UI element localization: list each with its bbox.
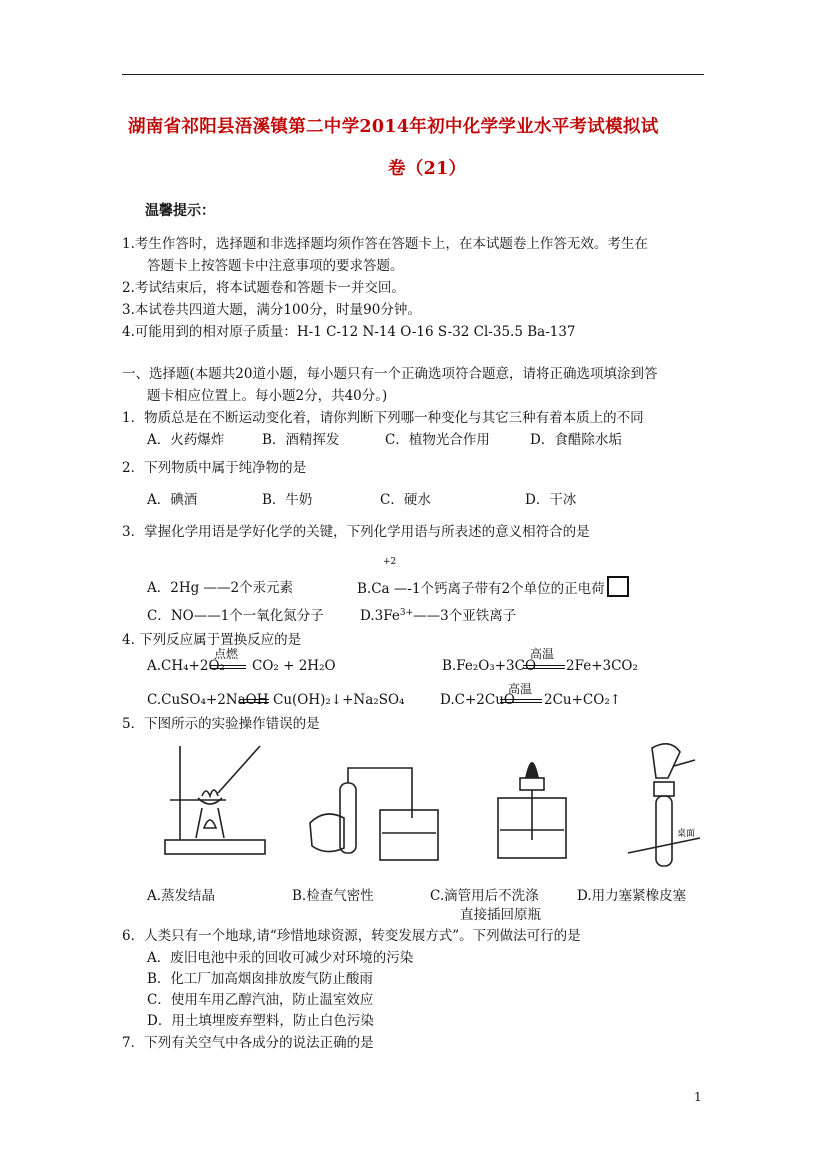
q2-option-b: B．牛奶 bbox=[262, 492, 313, 508]
tip-item-1-cont: 答题卡上按答题卡中注意事项的要求答题。 bbox=[147, 258, 404, 274]
q4-c-right: Cu(OH)₂↓+Na₂SO₄ bbox=[273, 692, 405, 708]
evaporation-apparatus bbox=[165, 746, 265, 854]
q3-option-d-post: ——3个亚铁离子 bbox=[413, 608, 517, 624]
q1-option-c: C．植物光合作用 bbox=[385, 432, 490, 448]
header-rule bbox=[122, 74, 704, 75]
q5-stem: 5．下图所示的实验操作错误的是 bbox=[122, 716, 320, 732]
q4-a-left: A.CH₄+2O₂ bbox=[147, 658, 225, 674]
airtightness-apparatus bbox=[310, 768, 438, 860]
tip-item-3: 3.本试卷共四道大题，满分100分，时量90分钟。 bbox=[122, 302, 421, 318]
section1-heading: 一、选择题(本题共20道小题，每小题只有一个正确选项符合题意，请将正确选项填涂到答 bbox=[122, 366, 658, 382]
exam-title-line2: 卷（21） bbox=[388, 159, 467, 179]
q4-d-equals bbox=[500, 699, 542, 703]
q3-option-b bbox=[357, 576, 629, 597]
q4-stem: 4. 下列反应属于置换反应的是 bbox=[122, 632, 302, 648]
table-label: 桌面 bbox=[677, 829, 696, 839]
q6-option-b: B．化工厂加高烟囱排放废气防止酸雨 bbox=[147, 971, 373, 987]
q4-b-right: 2Fe+3CO₂ bbox=[566, 658, 638, 674]
q3-option-d-pre: D.3Fe bbox=[360, 608, 400, 624]
q5-option-d: D.用力塞紧橡皮塞 bbox=[577, 888, 687, 904]
q1-option-a: A．火药爆炸 bbox=[147, 432, 225, 448]
q3-charge-mark: +2 bbox=[383, 557, 397, 567]
q1-option-b: B．酒精挥发 bbox=[262, 432, 340, 448]
q1-option-d: D．食醋除水垢 bbox=[530, 432, 622, 448]
q4-d-right: 2Cu+CO₂↑ bbox=[544, 692, 622, 708]
q3-option-d-sup: 3+ bbox=[399, 608, 414, 618]
q5-option-a: A.蒸发结晶 bbox=[147, 888, 216, 904]
q4-d-condition: 高温 bbox=[508, 682, 533, 696]
q6-option-c: C．使用车用乙醇汽油，防止温室效应 bbox=[147, 992, 374, 1008]
tip-item-1: 1.考生作答时，选择题和非选择题均须作答在答题卡上，在本试题卷上作答无效。考生在 bbox=[122, 236, 648, 252]
q4-b-equals bbox=[523, 665, 565, 669]
q3-option-d bbox=[360, 604, 516, 624]
tip-item-2: 2.考试结束后，将本试题卷和答题卡一并交回。 bbox=[122, 280, 405, 296]
q4-a-condition: 点燃 bbox=[214, 647, 239, 661]
section1-heading-cont: 题卡相应位置上。每小题2分，共40分。) bbox=[147, 388, 388, 404]
exam-title-line1: 湖南省祁阳县浯溪镇第二中学2014年初中化学学业水平考试模拟试 bbox=[128, 117, 659, 137]
tips-heading: 温馨提示： bbox=[145, 203, 215, 219]
q3-stem: 3．掌握化学用语是学好化学的关键，下列化学用语与所表述的意义相符合的是 bbox=[122, 524, 590, 540]
q4-b-left: B.Fe₂O₃+3CO bbox=[442, 658, 537, 674]
q2-option-c: C．硬水 bbox=[380, 492, 431, 508]
dropper-bottle-apparatus bbox=[498, 762, 566, 858]
q5-option-c-line2: 直接插回原瓶 bbox=[460, 907, 541, 923]
q4-a-right: CO₂ + 2H₂O bbox=[252, 658, 336, 674]
q2-option-d: D．干冰 bbox=[525, 492, 577, 508]
q4-d-left: D.C+2CuO bbox=[440, 692, 515, 708]
q5-apparatus-figure bbox=[140, 738, 710, 878]
q3-option-c: C．NO——1个一氧化氮分子 bbox=[147, 608, 324, 624]
q6-option-d: D．用土填埋废弃塑料，防止白色污染 bbox=[147, 1013, 374, 1029]
q4-c-equals bbox=[239, 699, 269, 703]
q4-b-condition: 高温 bbox=[530, 647, 555, 661]
answer-box bbox=[607, 576, 629, 597]
q6-option-a: A．废旧电池中汞的回收可减少对环境的污染 bbox=[147, 950, 414, 966]
q6-stem: 6．人类只有一个地球,请“珍惜地球资源，转变发展方式”。下列做法可行的是 bbox=[122, 928, 581, 944]
q2-option-a: A．碘酒 bbox=[147, 492, 198, 508]
q3-option-a: A．2Hg ——2个汞元素 bbox=[147, 580, 294, 596]
q7-stem: 7．下列有关空气中各成分的说法正确的是 bbox=[122, 1035, 374, 1051]
q1-stem: 1．物质总是在不断运动变化着，请你判断下列哪一种变化与其它三种有着本质上的不同 bbox=[122, 410, 644, 426]
q3-option-b-text: B.Ca —-1个钙离子带有2个单位的正电荷 bbox=[357, 581, 605, 597]
page-number: 1 bbox=[694, 1090, 702, 1104]
q5-option-b: B.检查气密性 bbox=[292, 888, 374, 904]
q2-stem: 2．下列物质中属于纯净物的是 bbox=[122, 460, 307, 476]
q5-option-c-line1: C.滴管用后不洗涤 bbox=[430, 888, 539, 904]
tip-item-4: 4.可能用到的相对原子质量：H-1 C-12 N-14 O-16 S-32 Cl-35.5 Ba-137 bbox=[122, 324, 576, 340]
q4-a-equals bbox=[210, 665, 246, 669]
q4-c-left: C.CuSO₄+2NaOH bbox=[147, 692, 269, 708]
stopper-apparatus bbox=[628, 744, 700, 866]
